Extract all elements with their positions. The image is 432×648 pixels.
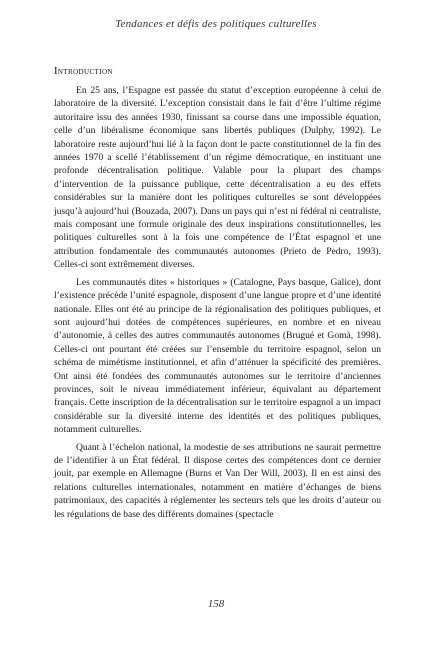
running-head: Tendances et défis des politiques culturelles (115, 18, 317, 30)
paragraph-2: Les communautés dites « historiques » (Catalogne, Pays basque, Galice), dont l’existence précède l’unité espagnole, disposent d’une langue propre et d’une identité nationale. Elles ont été au principe de la régionalisation des politiques publiques, et sont aujourd’hui dotées de compétences supérieures, en nombre et en niveau d’autonomie, à celles des autres communautés autonomes (Brugué et Gomà, 1998). Celles-ci ont pourtant été créées sur l’ensemble du territoire espagnol, selon un schéma de mimétisme institutionnel, et afin d’atténuer la spécificité des premières. Ont ainsi été fondées des communautés autonomes sur le territoire d’anciennes provinces, soit le niveau immédiatement inférieur, équivalant au département français. Cette inscription de la décentralisation sur le territoire espagnol a un impact considérable sur la diversité interne des identités et des politiques publiques, notamment culturelles. (54, 276, 381, 436)
section-heading: Introduction (54, 66, 113, 77)
page-number: 158 (207, 598, 225, 610)
body-text (54, 84, 381, 525)
paragraph-1: En 25 ans, l’Espagne est passée du statut d’exception européenne à celui de laboratoire de la diversité. L’exception consistait dans le fait d’être l’ultime régime autoritaire issu des années 1930, finissant sa course dans une impossible équation, celle d’un libéralisme économique sans libertés publiques (Dulphy, 1992). Le laboratoire reste aujourd’hui lié à la façon dont le pacte constitutionnel de la fin des années 1970 a scellé l’établissement d’un régime démocratique, en instituant une profonde décentralisation politique. Valable pour la plupart des champs d’intervention de la puissance publique, cette décentralisation a eu des effets considérables sur la manière dont les politiques culturelles se sont développées jusqu’à aujourd’hui (Bouzada, 2007). Dans un pays qui n’est ni fédéral ni centraliste, mais composant une formule originale des deux inspirations constitutionnelles, les politiques culturelles sont à la fois une compétence de l’État espagnol et une attribution fondamentale des communautés autonomes (Prieto de Pedro, 1993). Celles-ci sont extrêmement diverses. (54, 85, 381, 271)
paragraph-3: Quant à l’échelon national, la modestie de ses attributions ne saurait permettre de l’identifier à un État fédéral. Il dispose certes des compétences dont ce dernier jouit, par exemple en Allemagne (Burns et Van Der Will, 2003). Il en est ainsi des relations culturelles internationales, notamment en matière d’échanges de biens patrimoniaux, des capacités à réglementer les secteurs tels que les droits d’auteur ou les régulations de base des différents domaines (spectacle (54, 441, 381, 520)
